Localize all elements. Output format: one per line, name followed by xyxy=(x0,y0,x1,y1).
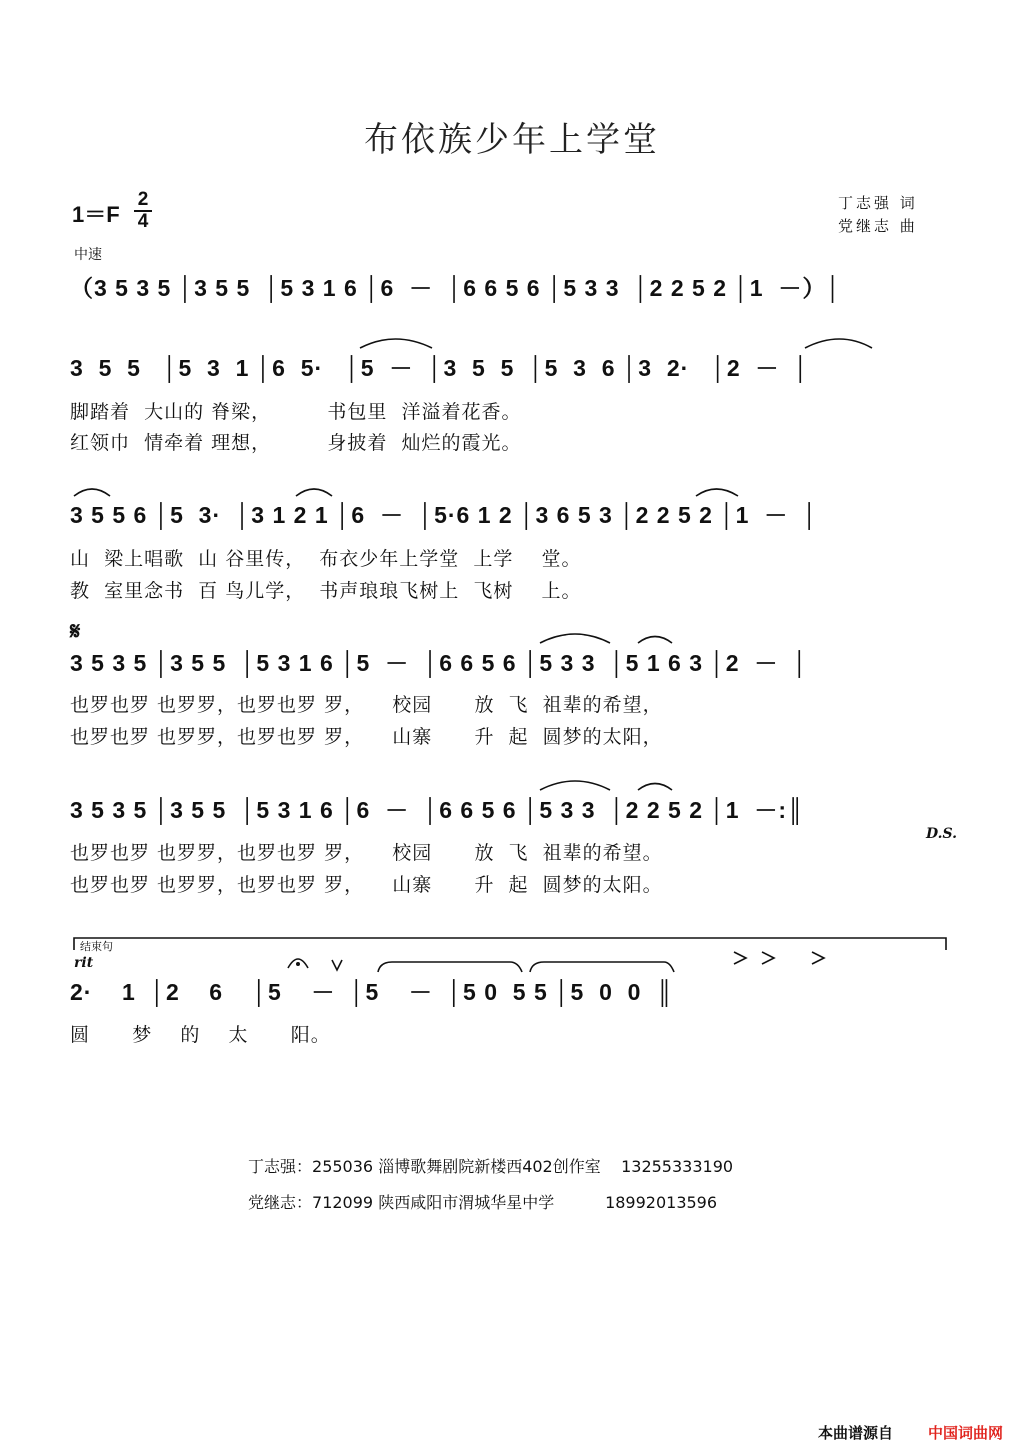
slur-icon xyxy=(296,489,332,496)
score-row-intro: （3 5 3 5 │3 5 5 │5 3 1 6 │6 － │6 6 5 6 │5 3 3 │2 2 5 2 │1 －）│ xyxy=(70,275,842,301)
footer-prefix: 本曲谱源自 xyxy=(818,1424,894,1442)
accent-icon xyxy=(812,952,824,964)
slur-icon xyxy=(74,489,110,496)
tie-icon xyxy=(530,962,674,972)
footer-site-link[interactable]: 中国词曲网 xyxy=(928,1424,1004,1442)
accent-icon xyxy=(762,952,774,964)
segno-sign: 𝄋 xyxy=(70,616,81,645)
lyric-line-2b: 教 室里念书 百 鸟儿学， 书声琅琅飞树上 飞树 上。 xyxy=(70,580,582,602)
lyric-line-coda: 圆 梦 的 太 阳。 xyxy=(70,1024,331,1046)
slur-icon xyxy=(638,784,672,791)
contact-postcode: 255036 xyxy=(312,1157,374,1176)
dal-segno-mark: D.S. xyxy=(926,826,958,842)
lyricist-credit: 丁志强 词 xyxy=(838,194,918,212)
coda-bracket-icon xyxy=(74,938,946,950)
fermata-dot-icon xyxy=(296,962,300,966)
lyric-line-4b: 也罗也罗 也罗罗，也罗也罗 罗， 山寨 升 起 圆梦的太阳。 xyxy=(70,874,663,896)
contact-phone: 13255333190 xyxy=(621,1157,734,1176)
contact-name: 党继志： xyxy=(248,1193,313,1212)
slur-icon xyxy=(638,637,672,644)
contact-composer xyxy=(248,1190,717,1213)
slur-icon xyxy=(805,339,872,348)
lyric-line-2a: 山 梁上唱歌 山 谷里传， 布衣少年上学堂 上学 堂。 xyxy=(70,548,582,570)
score-row-verse-2: 3 5 5 6 │5 3· │3 1 2 1 │6 － │5·6 1 2 │3 6 5 3 │2 2 5 2 │1 － │ xyxy=(70,502,819,528)
lyric-line-1a: 脚踏着 大山的 脊梁， 书包里 洋溢着花香。 xyxy=(70,401,522,423)
slur-icon xyxy=(540,781,610,790)
contact-lyricist xyxy=(248,1154,733,1177)
slur-icon xyxy=(540,634,610,643)
lyric-line-4a: 也罗也罗 也罗罗，也罗也罗 罗， 校园 放 飞 祖辈的希望。 xyxy=(70,842,663,864)
time-numerator: 2 xyxy=(134,190,152,212)
score-row-coda: 2· 1 │2 6 │5 － │5 － │5 0 5 5 │5 0 0 ║ xyxy=(70,979,674,1005)
breath-mark-icon xyxy=(332,960,342,970)
contact-postcode: 712099 xyxy=(312,1193,374,1212)
contact-name: 丁志强： xyxy=(248,1157,313,1176)
score-row-chorus-1: 3 5 3 5 │3 5 5 │5 3 1 6 │5 － │6 6 5 6 │5 3 3 │5 1 6 3 │2 － │ xyxy=(70,650,809,676)
accent-icon xyxy=(734,952,746,964)
slur-icon xyxy=(360,339,432,348)
lyric-line-3b: 也罗也罗 也罗罗，也罗也罗 罗， 山寨 升 起 圆梦的太阳， xyxy=(70,726,663,748)
contact-address: 陕西咸阳市渭城华星中学 xyxy=(378,1193,555,1212)
contact-phone: 18992013596 xyxy=(605,1193,718,1212)
contact-address: 淄博歌舞剧院新楼西402创作室 xyxy=(378,1157,601,1176)
score-row-chorus-2: 3 5 3 5 │3 5 5 │5 3 1 6 │6 － │6 6 5 6 │5 3 3 │2 2 5 2 │1 －:║ xyxy=(70,797,805,823)
composer-credit: 党继志 曲 xyxy=(838,217,918,235)
song-title: 布依族少年上学堂 xyxy=(364,120,660,160)
coda-label: 结束句 xyxy=(80,940,113,953)
ritardando-mark: rit xyxy=(74,955,94,971)
lyric-line-1b: 红领巾 情牵着 理想， 身披着 灿烂的霞光。 xyxy=(70,432,522,454)
lyric-line-3a: 也罗也罗 也罗罗，也罗也罗 罗， 校园 放 飞 祖辈的希望， xyxy=(70,694,663,716)
slur-icon xyxy=(696,489,738,496)
key-signature: 1＝F xyxy=(72,202,120,227)
tempo-marking: 中速 xyxy=(74,247,102,263)
tie-icon xyxy=(378,962,522,972)
time-denominator: 4 xyxy=(137,211,149,232)
score-row-verse-1: 3 5 5 │5 3 1 │6 5· │5 － │3 5 5 │5 3 6 │3 2· │2 － │ xyxy=(70,355,810,381)
